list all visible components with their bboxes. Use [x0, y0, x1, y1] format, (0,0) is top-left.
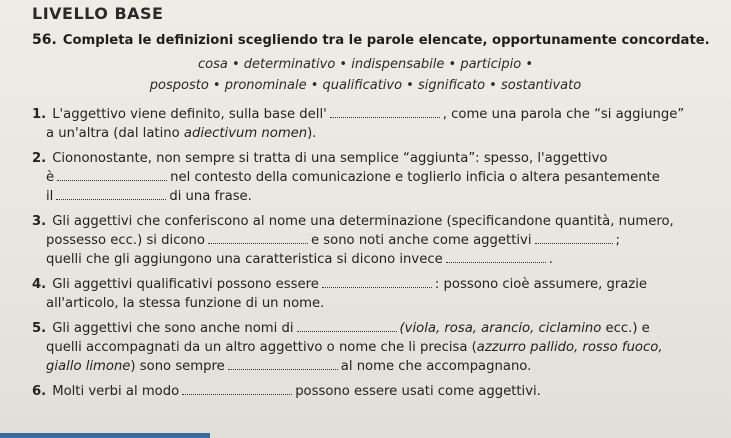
- item-text: possesso ecc.) si dicono: [46, 233, 205, 248]
- word-bank-line-1: cosa • determinativo • indispensabile • participio •: [197, 57, 533, 72]
- item-6-line-1: [32, 383, 723, 400]
- answer-blank[interactable]: [535, 232, 613, 244]
- item-text: a un'altra (dal latino: [46, 126, 184, 141]
- answer-blank[interactable]: [228, 358, 338, 370]
- item-text: Molti verbi al modo: [52, 384, 180, 399]
- item-number: 3.: [32, 214, 47, 229]
- item-text: possono essere usati come aggettivi.: [295, 384, 541, 399]
- answer-blank[interactable]: [446, 251, 546, 263]
- item-3-line-1: [32, 213, 723, 230]
- item-number: 5.: [32, 321, 47, 336]
- item-5-line-1: [32, 320, 723, 337]
- item-text: Ciononostante, non sempre si tratta di una semplice “aggiunta”: spesso, l'aggettivo: [52, 151, 608, 166]
- item-3-line-2: [32, 232, 723, 249]
- item-5-line-3: [32, 358, 723, 375]
- item-text: ecc.) e: [601, 321, 650, 336]
- item-1-line-2: [32, 125, 723, 142]
- item-text: e sono noti anche come aggettivi: [310, 233, 532, 248]
- answer-blank[interactable]: [297, 320, 397, 332]
- item-3-line-3: [32, 251, 723, 268]
- item-text-italic: azzurro pallido, rosso fuoco,: [476, 340, 663, 355]
- exercise-instruction-text: Completa le definizioni scegliendo tra le parole elencate, opportunamente concordate.: [62, 33, 710, 48]
- answer-blank[interactable]: [330, 106, 440, 118]
- exercise-instruction: [32, 32, 715, 48]
- item-2-line-1: [32, 150, 723, 167]
- item-1-line-1: [32, 106, 723, 123]
- answer-blank[interactable]: [57, 169, 167, 181]
- item-text-italic: adiectivum nomen: [183, 126, 308, 141]
- item-2-line-2: [32, 169, 723, 186]
- item-4-line-2: [32, 295, 723, 312]
- level-title: LIVELLO BASE: [32, 4, 164, 23]
- item-text-italic: (viola, rosa, arancio, ciclamino: [399, 321, 602, 336]
- item-text: quelli accompagnati da un altro aggettivo o nome che li precisa (: [46, 340, 477, 355]
- answer-blank[interactable]: [182, 383, 292, 395]
- item-text: Gli aggettivi qualificativi possono essere: [52, 277, 319, 292]
- page-bottom-bar: [0, 433, 210, 438]
- word-bank-line-2: posposto • pronominale • qualificativo • significato • sostantivato: [149, 78, 582, 93]
- item-text: Gli aggettivi che sono anche nomi di: [52, 321, 294, 336]
- answer-blank[interactable]: [322, 276, 432, 288]
- item-text: all'articolo, la stessa funzione di un nome.: [46, 296, 325, 311]
- item-number: 6.: [32, 384, 47, 399]
- item-text: .: [548, 252, 553, 267]
- item-number: 1.: [32, 107, 47, 122]
- item-2-line-3: [32, 188, 723, 205]
- item-5-line-2: [32, 339, 723, 356]
- item-4-line-1: [32, 276, 723, 293]
- item-text: Gli aggettivi che conferiscono al nome una determinazione (specificandone quantità, numero,: [52, 214, 674, 229]
- item-text: L'aggettivo viene definito, sulla base dell': [52, 107, 327, 122]
- item-text: ) sono sempre: [130, 359, 225, 374]
- item-text: nel contesto della comunicazione e toglierlo inficia o altera pesantemente: [170, 170, 660, 185]
- item-text: di una frase.: [169, 189, 252, 204]
- item-text: il: [46, 189, 54, 204]
- item-text: è: [46, 170, 55, 185]
- item-text-italic: giallo limone: [46, 359, 131, 374]
- exercise-number: 56.: [32, 32, 57, 48]
- item-text: al nome che accompagnano.: [340, 359, 532, 374]
- item-text: , come una parola che “si aggiunge”: [442, 107, 685, 122]
- item-text: quelli che gli aggiungono una caratteristica si dicono invece: [46, 252, 443, 267]
- answer-blank[interactable]: [56, 188, 166, 200]
- answer-blank[interactable]: [208, 232, 308, 244]
- item-text: ).: [307, 126, 317, 141]
- item-text: ;: [615, 233, 620, 248]
- item-number: 4.: [32, 277, 47, 292]
- item-text: : possono cioè assumere, grazie: [434, 277, 648, 292]
- item-number: 2.: [32, 151, 47, 166]
